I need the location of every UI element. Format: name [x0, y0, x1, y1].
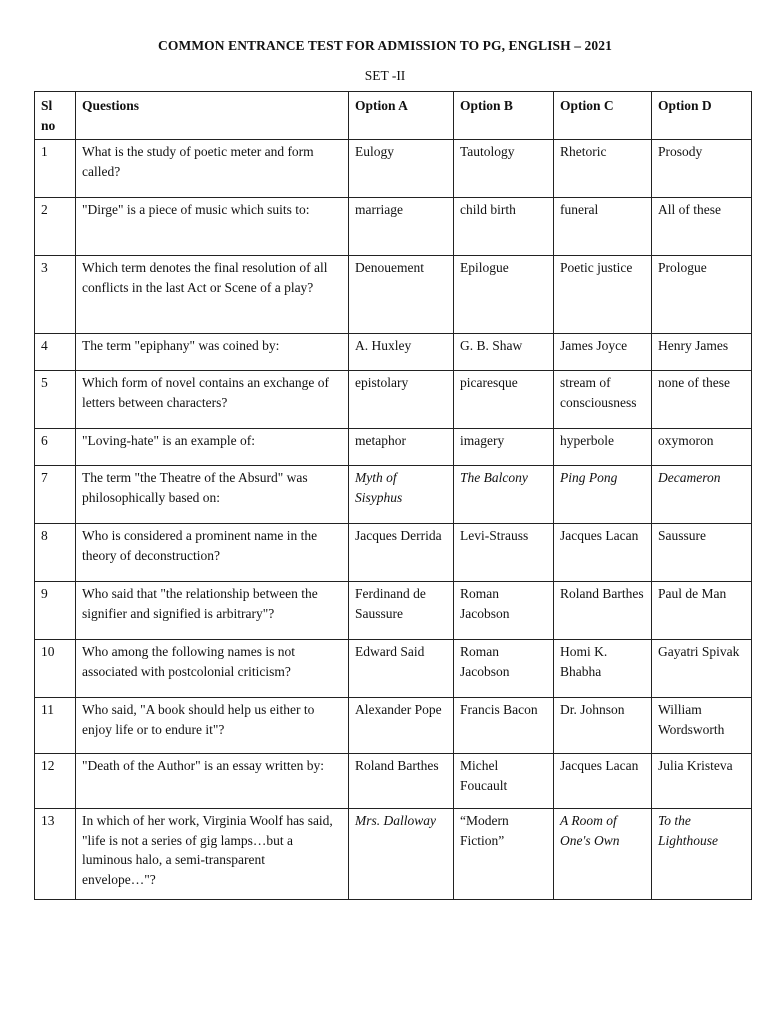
table-row: [35, 371, 752, 429]
option-d-cell: oxymoron: [652, 429, 752, 466]
document-title: COMMON ENTRANCE TEST FOR ADMISSION TO PG, ENGLISH – 2021: [158, 38, 612, 53]
option-c-cell: James Joyce: [554, 334, 652, 371]
option-d-cell: To the Lighthouse: [652, 809, 752, 900]
option-b-cell: Francis Bacon: [454, 698, 554, 754]
option-a-cell: Ferdinand de Saussure: [349, 582, 454, 640]
table-row: [35, 524, 752, 582]
sl-cell: 13: [35, 809, 76, 900]
option-b-cell: Tautology: [454, 140, 554, 198]
set-label: SET -II: [364, 68, 406, 83]
question-cell: What is the study of poetic meter and form called?: [76, 140, 349, 198]
table-row: [35, 198, 752, 256]
option-d-cell: Julia Kristeva: [652, 754, 752, 809]
question-cell: The term "epiphany" was coined by:: [76, 334, 349, 371]
option-d-cell: Prosody: [652, 140, 752, 198]
option-b-cell: The Balcony: [454, 466, 554, 524]
option-b-cell: Roman Jacobson: [454, 582, 554, 640]
option-c-cell: A Room of One's Own: [554, 809, 652, 900]
option-c-cell: Rhetoric: [554, 140, 652, 198]
option-d-cell: All of these: [652, 198, 752, 256]
question-cell: Which term denotes the final resolution of all conflicts in the last Act or Scene of a play?: [76, 256, 349, 334]
option-c-cell: Jacques Lacan: [554, 754, 652, 809]
question-cell: "Death of the Author" is an essay written by:: [76, 754, 349, 809]
sl-cell: 8: [35, 524, 76, 582]
option-a-cell: Denouement: [349, 256, 454, 334]
question-cell: Who among the following names is not associated with postcolonial criticism?: [76, 640, 349, 698]
option-a-cell: marriage: [349, 198, 454, 256]
option-b-cell: picaresque: [454, 371, 554, 429]
option-a-cell: Eulogy: [349, 140, 454, 198]
option-c-cell: Poetic justice: [554, 256, 652, 334]
option-b-cell: child birth: [454, 198, 554, 256]
option-c-cell: hyperbole: [554, 429, 652, 466]
option-d-cell: William Wordsworth: [652, 698, 752, 754]
option-d-cell: Gayatri Spivak: [652, 640, 752, 698]
option-a-cell: Alexander Pope: [349, 698, 454, 754]
option-d-cell: Prologue: [652, 256, 752, 334]
sl-cell: 10: [35, 640, 76, 698]
sl-cell: 7: [35, 466, 76, 524]
table-row: [35, 809, 752, 900]
option-b-cell: “Modern Fiction”: [454, 809, 554, 900]
questions-table: [34, 91, 752, 900]
option-a-cell: epistolary: [349, 371, 454, 429]
question-cell: Who is considered a prominent name in the theory of deconstruction?: [76, 524, 349, 582]
option-c-cell: Dr. Johnson: [554, 698, 652, 754]
sl-cell: 4: [35, 334, 76, 371]
option-a-cell: A. Huxley: [349, 334, 454, 371]
table-row: [35, 698, 752, 754]
sl-cell: 3: [35, 256, 76, 334]
header-sl-no: Sl no: [35, 92, 76, 140]
option-c-cell: stream of consciousness: [554, 371, 652, 429]
option-c-cell: funeral: [554, 198, 652, 256]
option-d-cell: Henry James: [652, 334, 752, 371]
table-row: [35, 140, 752, 198]
table-row: [35, 582, 752, 640]
option-b-cell: imagery: [454, 429, 554, 466]
table-row: [35, 640, 752, 698]
option-a-cell: Edward Said: [349, 640, 454, 698]
question-cell: The term "the Theatre of the Absurd" was philosophically based on:: [76, 466, 349, 524]
option-d-cell: Saussure: [652, 524, 752, 582]
header-option-c: Option C: [554, 92, 652, 140]
table-row: [35, 466, 752, 524]
question-cell: Who said, "A book should help us either to enjoy life or to endure it"?: [76, 698, 349, 754]
sl-cell: 12: [35, 754, 76, 809]
header-option-d: Option D: [652, 92, 752, 140]
option-c-cell: Homi K. Bhabha: [554, 640, 652, 698]
option-d-cell: Paul de Man: [652, 582, 752, 640]
question-cell: "Dirge" is a piece of music which suits to:: [76, 198, 349, 256]
option-b-cell: Levi-Strauss: [454, 524, 554, 582]
sl-cell: 2: [35, 198, 76, 256]
sl-cell: 1: [35, 140, 76, 198]
option-a-cell: Myth of Sisyphus: [349, 466, 454, 524]
option-c-cell: Jacques Lacan: [554, 524, 652, 582]
header-option-b: Option B: [454, 92, 554, 140]
question-cell: In which of her work, Virginia Woolf has said, "life is not a series of gig lamps…but a luminous halo, a semi-transparent envelope…"?: [76, 809, 349, 900]
option-b-cell: Michel Foucault: [454, 754, 554, 809]
sl-cell: 9: [35, 582, 76, 640]
option-b-cell: Epilogue: [454, 256, 554, 334]
option-a-cell: Mrs. Dalloway: [349, 809, 454, 900]
option-d-cell: none of these: [652, 371, 752, 429]
option-b-cell: G. B. Shaw: [454, 334, 554, 371]
option-d-cell: Decameron: [652, 466, 752, 524]
header-option-a: Option A: [349, 92, 454, 140]
option-c-cell: Ping Pong: [554, 466, 652, 524]
sl-cell: 11: [35, 698, 76, 754]
sl-cell: 5: [35, 371, 76, 429]
sl-cell: 6: [35, 429, 76, 466]
option-a-cell: Roland Barthes: [349, 754, 454, 809]
table-row: [35, 334, 752, 371]
option-a-cell: metaphor: [349, 429, 454, 466]
question-cell: Who said that "the relationship between the signifier and signified is arbitrary"?: [76, 582, 349, 640]
option-b-cell: Roman Jacobson: [454, 640, 554, 698]
question-cell: "Loving-hate" is an example of:: [76, 429, 349, 466]
option-c-cell: Roland Barthes: [554, 582, 652, 640]
table-row: [35, 256, 752, 334]
table-row: [35, 754, 752, 809]
table-header-row: [35, 92, 752, 140]
table-row: [35, 429, 752, 466]
option-a-cell: Jacques Derrida: [349, 524, 454, 582]
header-questions: Questions: [76, 92, 349, 140]
question-cell: Which form of novel contains an exchange of letters between characters?: [76, 371, 349, 429]
